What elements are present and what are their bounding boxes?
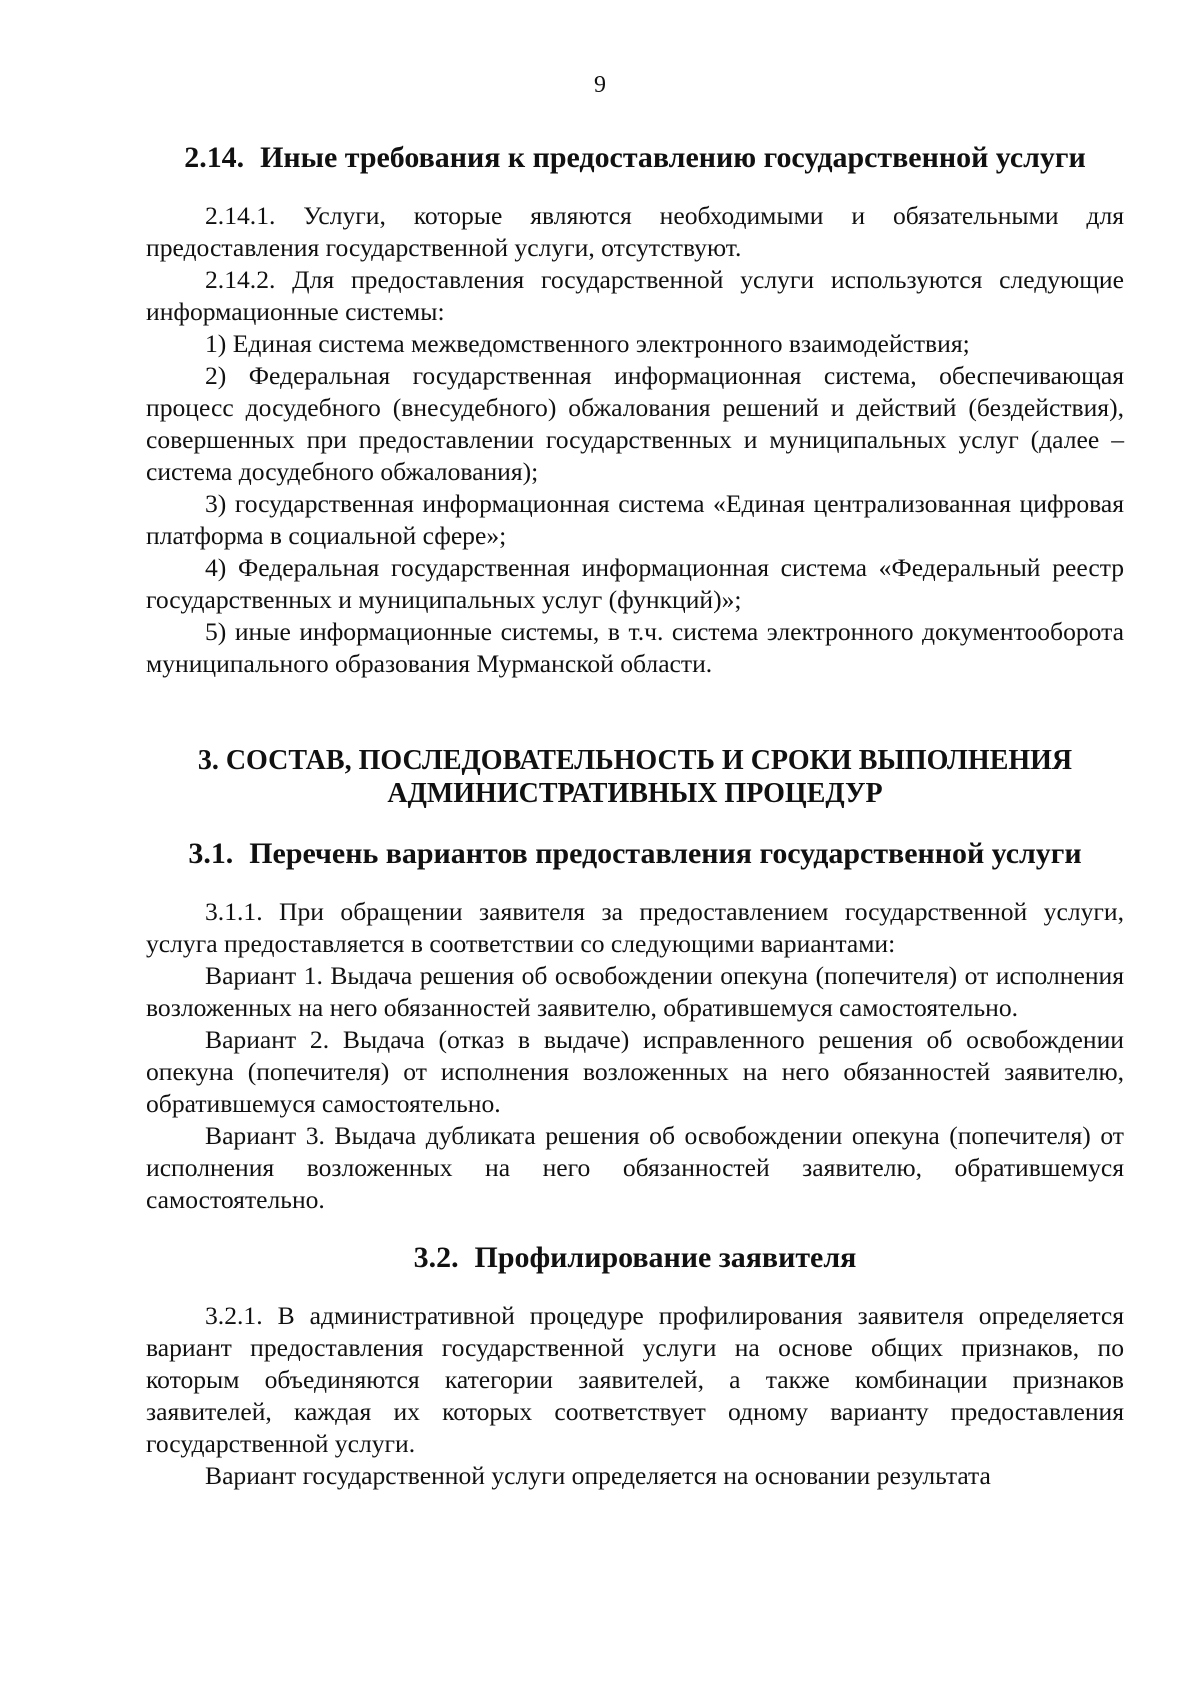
subheading-number: 3.1. bbox=[188, 837, 234, 870]
page-number: 9 bbox=[594, 72, 606, 98]
paragraph: 2.14.1. Услуги, которые являются необходимыми и обязательными для предоставления государственной услуги, отсутствуют. bbox=[146, 201, 1124, 262]
paragraph: 3.1.1. При обращении заявителя за предоставлением государственной услуги, услуга предоставляется в соответствии со следующими вариантами: bbox=[146, 897, 1124, 958]
document-body bbox=[146, 142, 1124, 1492]
variant-item: Вариант 1. Выдача решения об освобождении опекуна (попечителя) от исполнения возложенных на него обязанностей заявителю, обратившемуся самостоятельно. bbox=[146, 961, 1124, 1022]
subheading-title: Иные требования к предоставлению государственной услуги bbox=[260, 141, 1086, 174]
paragraph: 3.2.1. В административной процедуре профилирования заявителя определяется вариант предоставления государственной услуги на основе общих признаков, по которым объединяются категории заявителей, а также комбинации признаков заявителей, каждая их которых соответствует одному варианту предоставления государственной услуги. bbox=[146, 1301, 1124, 1458]
list-item: 4) Федеральная государственная информационная система «Федеральный реестр государственных и муниципальных услуг (функций)»; bbox=[146, 553, 1124, 614]
list-item: 2) Федеральная государственная информационная система, обеспечивающая процесс досудебного (внесудебного) обжалования решений и действий (бездействия), совершенных при предоставлении государственных и муниципальных услуг (далее – система досудебного обжалования); bbox=[146, 361, 1124, 486]
subheading-3-2 bbox=[146, 1242, 1124, 1274]
section-heading-line: АДМИНИСТРАТИВНЫХ ПРОЦЕДУР bbox=[387, 778, 883, 809]
list-item: 3) государственная информационная система «Единая централизованная цифровая платформа в социальной сфере»; bbox=[146, 489, 1124, 550]
variant-item: Вариант 3. Выдача дубликата решения об освобождении опекуна (попечителя) от исполнения возложенных на него обязанностей заявителю, обратившемуся самостоятельно. bbox=[146, 1121, 1124, 1214]
paragraph: Вариант государственной услуги определяется на основании результата bbox=[205, 1461, 991, 1490]
paragraph: 2.14.2. Для предоставления государственной услуги используются следующие информационные системы: bbox=[146, 265, 1124, 326]
section-heading-line: 3. СОСТАВ, ПОСЛЕДОВАТЕЛЬНОСТЬ И СРОКИ ВЫПОЛНЕНИЯ bbox=[197, 745, 1073, 776]
subheading-2-14 bbox=[146, 142, 1124, 174]
subheading-3-1 bbox=[146, 838, 1124, 870]
list-item: 1) Единая система межведомственного электронного взаимодействия; bbox=[205, 329, 970, 358]
subheading-title: Перечень вариантов предоставления государственной услуги bbox=[249, 837, 1082, 870]
section-heading-3 bbox=[146, 744, 1124, 810]
list-item: 5) иные информационные системы, в т.ч. система электронного документооборота муниципального образования Мурманской области. bbox=[146, 617, 1124, 678]
variant-item: Вариант 2. Выдача (отказ в выдаче) исправленного решения об освобождении опекуна (попечителя) от исполнения возложенных на него обязанностей заявителю, обратившемуся самостоятельно. bbox=[146, 1025, 1124, 1118]
subheading-title: Профилирование заявителя bbox=[474, 1241, 857, 1274]
subheading-number: 3.2. bbox=[413, 1241, 459, 1274]
subheading-number: 2.14. bbox=[184, 141, 245, 174]
